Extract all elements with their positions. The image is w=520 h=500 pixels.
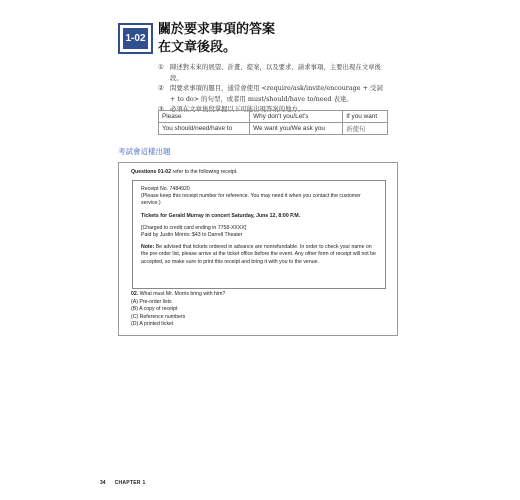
receipt-content xyxy=(141,186,379,271)
answer-option: (D) A printed ticket xyxy=(131,321,174,328)
page-footer xyxy=(100,480,146,486)
table-cell: Please xyxy=(159,111,250,123)
answer-option: (C) Reference numbers xyxy=(131,313,186,320)
page-title-line2: 在文章後段。 xyxy=(158,40,237,55)
receipt-instruction: (Please keep this receipt number for reference. You may need it when you contact the customer service.) xyxy=(141,193,361,207)
table-row xyxy=(159,111,388,123)
question-range: Questions 01-02 xyxy=(131,169,172,175)
table-cell: You should/need/have to xyxy=(159,123,250,135)
tip-number: ② xyxy=(158,84,164,92)
tip-number: ③ xyxy=(158,105,164,113)
note-label: Note: xyxy=(141,244,155,251)
question-card xyxy=(118,162,398,336)
page-number: 34 xyxy=(100,480,106,486)
question-stem xyxy=(131,291,225,299)
tip-text: 問要求事項的題目，通常會使用 <require/ask/invite/encourage + 受詞 + to do> 的句型，或者用 must/should/have to/need 表達。 xyxy=(170,84,383,103)
page-title-line1: 關於要求事項的答案 xyxy=(158,22,276,37)
tip-text: 陳述對未來的展望、計畫、提案，以及要求、請求事項，主要出現在文章後段。 xyxy=(170,63,381,82)
page-title xyxy=(158,21,275,57)
table-cell: 祈使句 xyxy=(343,123,388,135)
paid-line: Paid by Justin Morris: $43 to Darrell Theater xyxy=(141,232,243,239)
payment-info xyxy=(141,225,379,239)
answer-option: (A) Pre-order lists xyxy=(131,298,172,305)
tip-number: ① xyxy=(158,63,164,71)
question-text: What must Mr. Morris bring with him? xyxy=(138,291,226,297)
receipt-note xyxy=(141,244,379,266)
concert-title: Tickets for Gerald Murray in concert Saturday, June 12, 8:00 P.M. xyxy=(141,212,301,219)
question-number: 02. xyxy=(131,291,139,297)
chapter-label: CHAPTER 1 xyxy=(114,480,146,486)
table-cell: We want you/We ask you xyxy=(250,123,343,135)
receipt-header xyxy=(141,186,379,208)
note-text: Be advised that tickets ordered in advance are nonrefundable. In order to check your name on the pre-order list, please arrive at the ticket office before the event. Any other form of receipt will not be accepted, so make sure to print this receipt and bring it with you to the venue. xyxy=(141,244,376,265)
question-intro-text: refer to the following receipt. xyxy=(171,169,238,175)
question xyxy=(131,291,225,329)
receipt-box xyxy=(132,180,386,289)
receipt-number: Receipt No. 7484920 xyxy=(141,186,190,192)
section-number: 1-02 xyxy=(123,28,148,49)
table-cell: Why don't you/Let's xyxy=(250,111,343,123)
tip-item xyxy=(158,62,388,83)
table-row xyxy=(159,123,388,135)
tip-text: 必須在文章後段掌握以下可能出現答案的地方。 xyxy=(170,105,305,113)
section-heading: 考試會這樣出題 xyxy=(118,147,171,156)
tip-item xyxy=(158,83,388,104)
tips-list xyxy=(158,62,388,115)
expression-table xyxy=(158,110,388,135)
section-number-badge xyxy=(118,23,153,54)
table-cell: If you want xyxy=(343,111,388,123)
answer-option: (B) A copy of receipt xyxy=(131,306,178,313)
question-intro xyxy=(131,169,238,175)
charge-line: [Charged to credit card ending in 7758-XXXX] xyxy=(141,224,247,231)
